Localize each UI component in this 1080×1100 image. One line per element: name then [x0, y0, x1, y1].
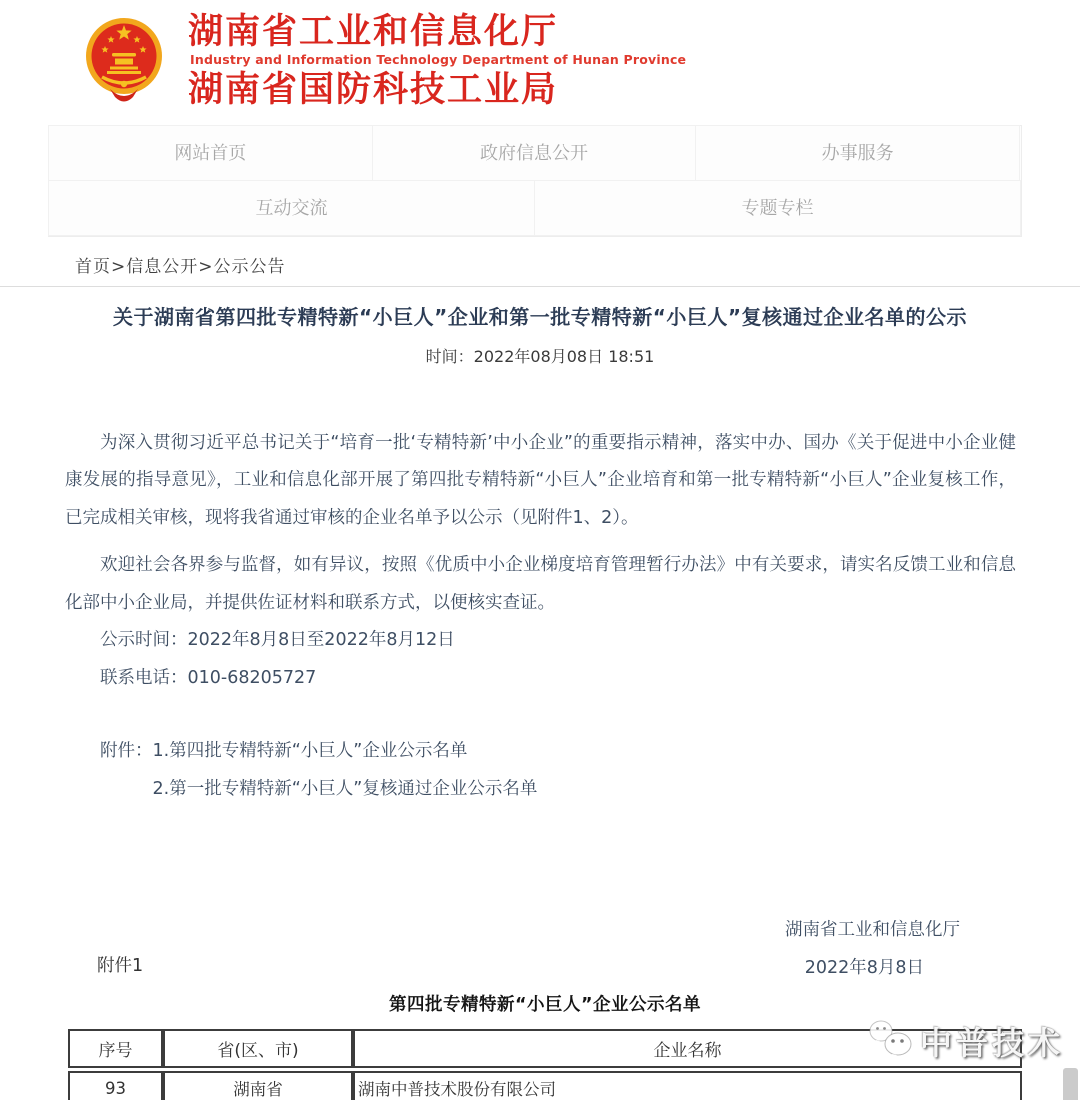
nav-item-services[interactable]: 办事服务 — [695, 125, 1020, 181]
main-nav — [48, 125, 1022, 237]
table-header-row — [68, 1029, 1022, 1068]
attachment-table — [68, 1026, 1022, 1100]
nav-item-special-columns[interactable]: 专题专栏 — [534, 180, 1021, 236]
nav-item-home[interactable]: 网站首页 — [48, 125, 373, 181]
article-body — [65, 425, 1016, 988]
attachment1-section — [0, 952, 1080, 1100]
nav-item-interaction[interactable]: 互动交流 — [48, 180, 535, 236]
header-cell-company: 企业名称 — [353, 1029, 1022, 1068]
scrollbar-thumb[interactable] — [1063, 1068, 1078, 1100]
cell-company: 湖南中普技术股份有限公司 — [353, 1071, 1022, 1100]
header-cell-no: 序号 — [68, 1029, 163, 1068]
org-title-block — [188, 13, 686, 109]
site-header — [0, 0, 1080, 115]
org-name-line1: 湖南省工业和信息化厅 — [188, 12, 559, 52]
contact-phone-line: 联系电话：010-68205727 — [100, 667, 317, 688]
paragraph-2: 欢迎社会各界参与监督，如有异议，按照《优质中小企业梯度培育管理暂行办法》中有关要求，请实名反馈工业和信息化部中小企业局，并提供佐证材料和联系方式，以便核实查证。 — [65, 555, 1016, 613]
org-name-line2: 湖南省国防科技工业局 — [188, 69, 559, 110]
china-national-emblem-icon — [84, 15, 164, 107]
signature-organization: 湖南省工业和信息化厅 — [785, 920, 960, 940]
cell-no: 93 — [68, 1071, 163, 1100]
paragraph-1: 为深入贯彻习近平总书记关于“培育一批‘专精特新’中小企业”的重要指示精神，落实中办、国办《关于促进中小企业健康发展的指导意见》，工业和信息化部开展了第四批专精特新“小巨人”企业培育和第一批专精特新“小巨人”企业复核工作，已完成相关审核，现将我省通过审核的企业名单予以公示（见附件1、2）。 — [65, 432, 1016, 528]
breadcrumb-divider — [0, 286, 1080, 287]
table-row — [68, 1071, 1022, 1100]
attachment-list-line1: 附件：1.第四批专精特新“小巨人”企业公示名单 — [100, 741, 468, 761]
attachment-list-line2: 2.第一批专精特新“小巨人”复核通过企业公示名单 — [152, 778, 538, 799]
breadcrumb[interactable]: 首页>信息公开>公示公告 — [75, 256, 286, 277]
watermark-text: 中普技术 — [920, 1024, 1065, 1062]
nav-item-gov-info[interactable]: 政府信息公开 — [372, 125, 697, 181]
org-name-english: Industry and Information Technology Department of Hunan Province — [190, 52, 687, 67]
attachment1-table-title: 第四批专精特新“小巨人”企业公示名单 — [388, 995, 701, 1015]
attachment1-label: 附件1 — [97, 956, 144, 976]
signature-date: 2022年8月8日 — [804, 957, 924, 978]
cell-province: 湖南省 — [163, 1071, 353, 1100]
publish-time: 时间：2022年08月08日 18:51 — [425, 346, 655, 366]
page-title: 关于湖南省第四批专精特新“小巨人”企业和第一批专精特新“小巨人”复核通过企业名单的公示 — [112, 304, 968, 329]
header-cell-province: 省(区、市) — [163, 1029, 353, 1068]
publicity-time-line: 公示时间：2022年8月8日至2022年8月12日 — [100, 630, 455, 650]
